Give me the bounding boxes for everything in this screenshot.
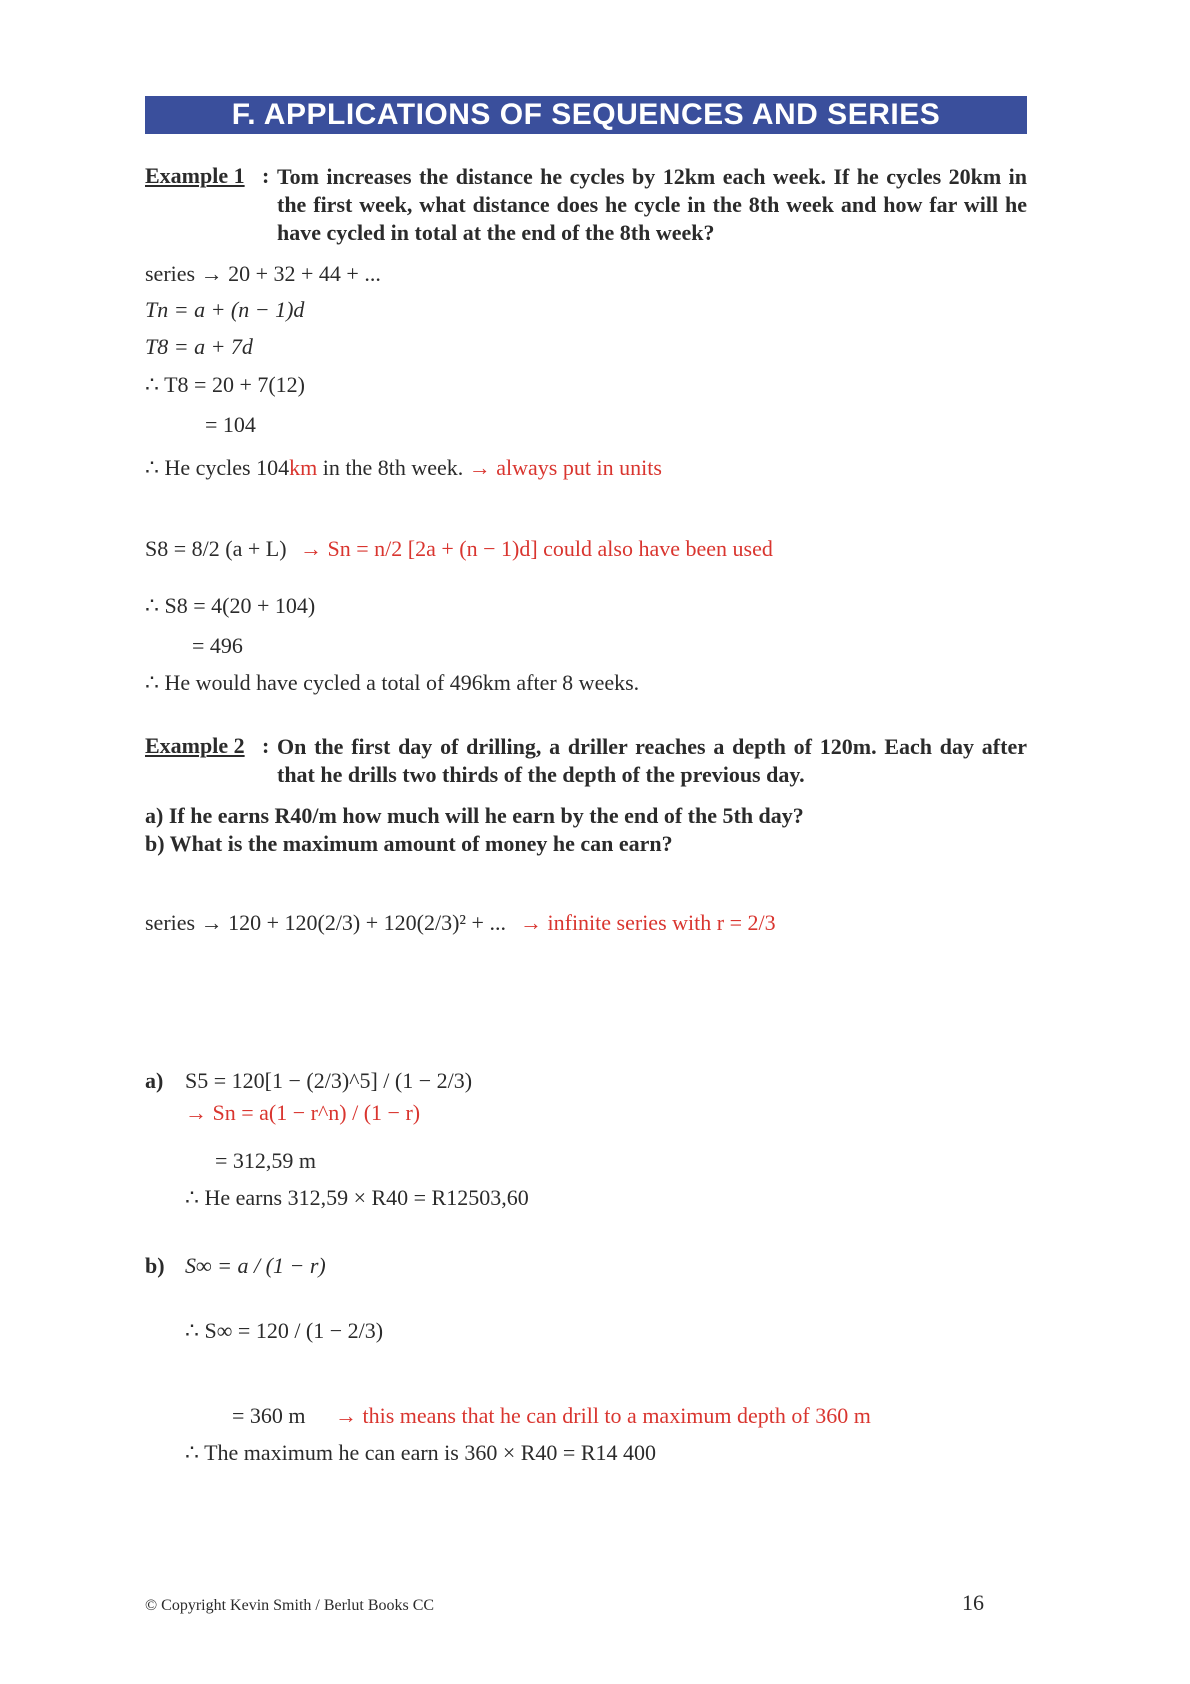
ex1-tn-formula: Tn = a + (n − 1)d xyxy=(145,297,305,322)
example-2-label: Example 2 xyxy=(145,733,245,758)
example-1-label: Example 1 xyxy=(145,163,245,188)
ex2-b-substitution: ∴ S∞ = 120 / (1 − 2/3) xyxy=(185,1318,384,1343)
section-title: F. APPLICATIONS OF SEQUENCES AND SERIES xyxy=(145,96,1027,134)
units-note: → always put in units xyxy=(468,455,662,480)
ex1-t8-result: = 104 xyxy=(205,412,256,437)
ex2-a-result: = 312,59 m xyxy=(215,1148,317,1173)
ex2-a-formula-note: → Sn = a(1 − r^n) / (1 − r) xyxy=(185,1100,421,1125)
ex2-a-formula: S5 = 120[1 − (2/3)^5] / (1 − 2/3) xyxy=(185,1068,473,1093)
ex2-b-conclusion: ∴ The maximum he can earn is 360 × R40 = R14 400 xyxy=(185,1440,657,1465)
page-number: 16 xyxy=(962,1590,984,1615)
example-2-question: On the first day of drilling, a driller reaches a depth of 120m. Each day after that he drills two thirds of the depth of the previous day. xyxy=(277,734,1027,787)
ex2-b-note: → this means that he can drill to a maximum depth of 360 m xyxy=(335,1403,871,1428)
ex1-s8-result: = 496 xyxy=(192,633,243,658)
ex2-b-formula: S∞ = a / (1 − r) xyxy=(185,1253,326,1278)
ex1-s8-substitution: ∴ S8 = 4(20 + 104) xyxy=(145,593,316,618)
copyright: © Copyright Kevin Smith / Berlut Books CC xyxy=(145,1597,435,1614)
ex2-a-label: a) xyxy=(145,1068,164,1093)
ex1-t8-substitution: ∴ T8 = 20 + 7(12) xyxy=(145,372,306,397)
unit-km: km xyxy=(289,455,318,480)
ex2-series-note: → infinite series with r = 2/3 xyxy=(520,910,776,935)
ex2-a-conclusion: ∴ He earns 312,59 × R40 = R12503,60 xyxy=(185,1185,529,1210)
ex1-s8-formula: S8 = 8/2 (a + L) xyxy=(145,536,287,561)
ex1-s8-conclusion: ∴ He would have cycled a total of 496km after 8 weeks. xyxy=(145,670,640,695)
ex2-series: series → 120 + 120(2/3) + 120(2/3)² + ... xyxy=(145,910,506,935)
ex1-s8-alt-note: → Sn = n/2 [2a + (n − 1)d] could also have been used xyxy=(300,536,773,561)
ex2-b-result: = 360 m xyxy=(232,1403,306,1428)
example-1-question: Tom increases the distance he cycles by 12km each week. If he cycles 20km in the first week, what distance does he cycle in the 8th week and how far will he have cycled in total at the end of the 8th week? xyxy=(277,164,1027,245)
ex1-t8-formula: T8 = a + 7d xyxy=(145,334,253,359)
ex2-part-a-question: a) If he earns R40/m how much will he earn by the end of the 5th day? xyxy=(145,803,804,828)
ex2-part-b-question: b) What is the maximum amount of money he can earn? xyxy=(145,831,673,856)
ex1-series: series → 20 + 32 + 44 + ... xyxy=(145,261,381,286)
ex2-b-label: b) xyxy=(145,1253,165,1278)
ex1-t8-conclusion: ∴ He cycles 104km in the 8th week. → always put in units xyxy=(145,455,662,480)
